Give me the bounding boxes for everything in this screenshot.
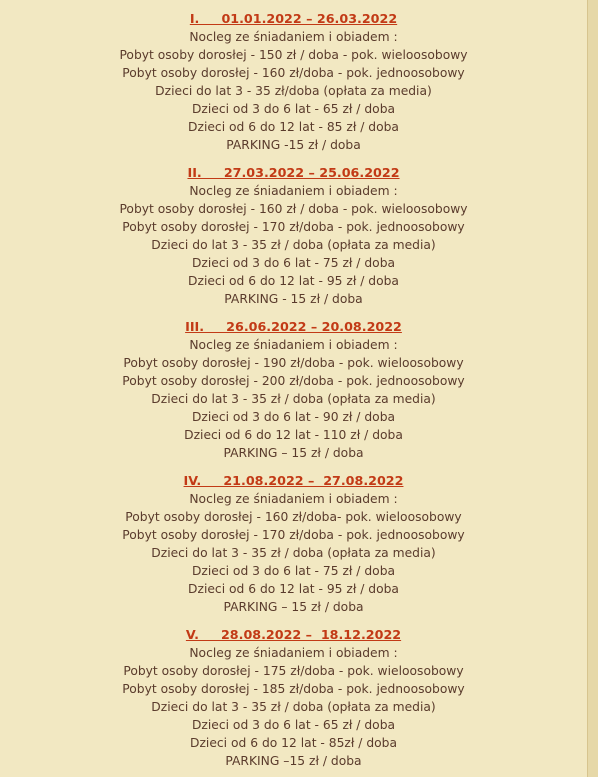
price-line-intro: Nocleg ze śniadaniem i obiadem : [189,646,398,660]
price-line-adult-single: Pobyt osoby dorosłej - 160 zł/doba - pok. jednoosobowy [122,66,465,80]
price-line-children-under-3: Dzieci do lat 3 - 35 zł / doba (opłata za media) [151,238,436,252]
price-line-intro: Nocleg ze śniadaniem i obiadem : [189,492,398,506]
price-line-children-3-6: Dzieci od 3 do 6 lat - 65 zł / doba [191,718,396,732]
season-section-3 [0,318,587,462]
price-line-adult-multi: Pobyt osoby dorosłej - 175 zł/doba - pok. wieloosobowy [123,664,464,678]
price-line-children-6-12: Dzieci od 6 do 12 lat - 85zł / doba [189,736,397,750]
season-heading: I. 01.01.2022 – 26.03.2022 [189,11,398,26]
price-line-parking: PARKING - 15 zł / doba [224,292,363,306]
price-line-children-3-6: Dzieci od 3 do 6 lat - 75 zł / doba [191,564,396,578]
price-line-parking: PARKING – 15 zł / doba [223,446,364,460]
price-line-parking: PARKING -15 zł / doba [226,138,361,152]
season-section-4 [0,472,587,616]
price-line-adult-single: Pobyt osoby dorosłej - 200 zł/doba - pok. jednoosobowy [122,374,465,388]
price-line-children-6-12: Dzieci od 6 do 12 lat - 110 zł / doba [184,428,403,442]
price-line-children-under-3: Dzieci do lat 3 - 35 zł / doba (opłata za media) [151,546,436,560]
season-section-1 [0,10,587,154]
price-line-children-6-12: Dzieci od 6 do 12 lat - 95 zł / doba [188,582,399,596]
season-heading: V. 28.08.2022 – 18.12.2022 [185,627,402,642]
price-line-intro: Nocleg ze śniadaniem i obiadem : [189,30,398,44]
price-list [0,10,587,770]
price-line-adult-single: Pobyt osoby dorosłej - 170 zł/doba - pok. jednoosobowy [122,220,465,234]
price-line-children-under-3: Dzieci do lat 3 - 35 zł/doba (opłata za media) [155,84,432,98]
price-line-children-6-12: Dzieci od 6 do 12 lat - 85 zł / doba [188,120,399,134]
price-line-children-6-12: Dzieci od 6 do 12 lat - 95 zł / doba [188,274,399,288]
season-heading: III. 26.06.2022 – 20.08.2022 [185,319,402,334]
price-line-children-3-6: Dzieci od 3 do 6 lat - 75 zł / doba [191,256,396,270]
price-line-adult-multi: Pobyt osoby dorosłej - 160 zł/doba- pok. wieloosobowy [125,510,462,524]
price-line-adult-single: Pobyt osoby dorosłej - 170 zł/doba - pok. jednoosobowy [122,528,465,542]
price-line-parking: PARKING – 15 zł / doba [223,600,364,614]
price-line-children-3-6: Dzieci od 3 do 6 lat - 90 zł / doba [191,410,396,424]
price-line-parking: PARKING –15 zł / doba [225,754,362,768]
price-line-children-under-3: Dzieci do lat 3 - 35 zł / doba (opłata za media) [151,392,436,406]
price-line-adult-multi: Pobyt osoby dorosłej - 150 zł / doba - pok. wieloosobowy [119,48,468,62]
price-line-children-under-3: Dzieci do lat 3 - 35 zł / doba (opłata za media) [151,700,436,714]
season-heading: II. 27.03.2022 – 25.06.2022 [187,165,400,180]
price-line-adult-single: Pobyt osoby dorosłej - 185 zł/doba - pok. jednoosobowy [122,682,465,696]
season-section-5 [0,626,587,770]
season-heading: IV. 21.08.2022 – 27.08.2022 [183,473,404,488]
price-line-intro: Nocleg ze śniadaniem i obiadem : [189,338,398,352]
price-line-adult-multi: Pobyt osoby dorosłej - 160 zł / doba - pok. wieloosobowy [119,202,468,216]
price-line-adult-multi: Pobyt osoby dorosłej - 190 zł/doba - pok. wieloosobowy [123,356,464,370]
season-section-2 [0,164,587,308]
price-line-intro: Nocleg ze śniadaniem i obiadem : [189,184,398,198]
price-line-children-3-6: Dzieci od 3 do 6 lat - 65 zł / doba [191,102,396,116]
